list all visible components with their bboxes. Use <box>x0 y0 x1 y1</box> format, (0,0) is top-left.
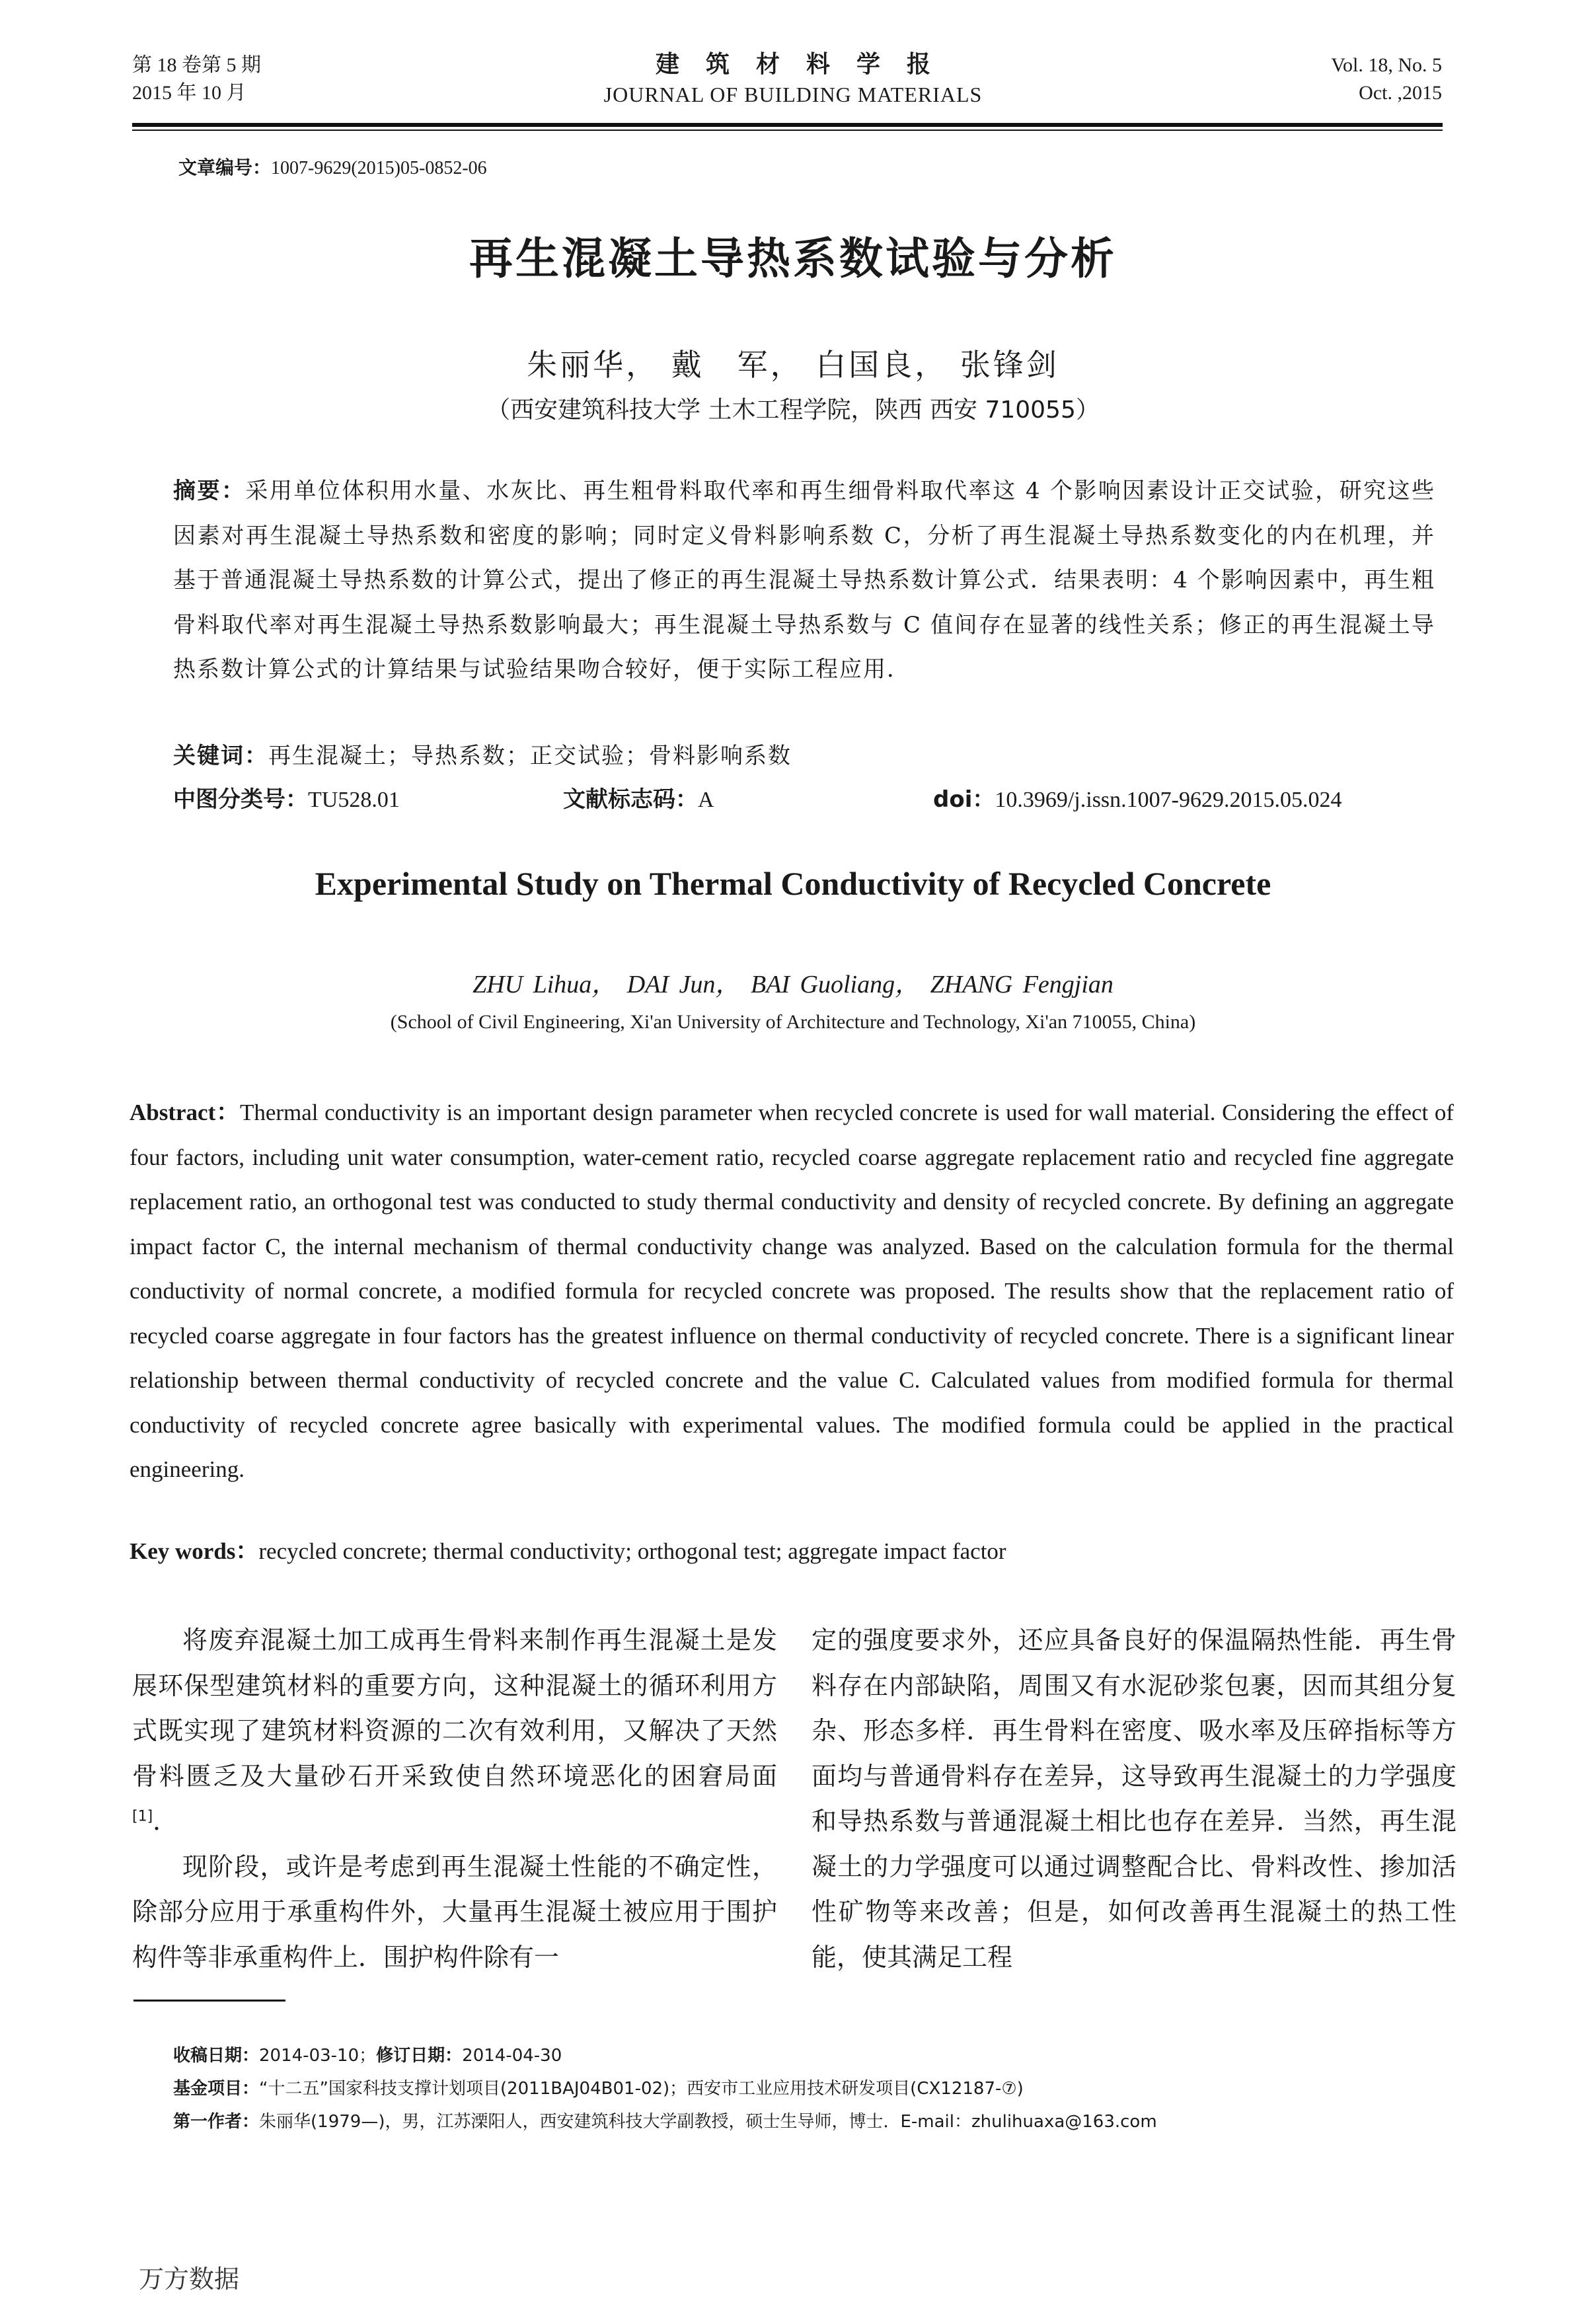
paper-title-cn: 再生混凝土导热系数试验与分析 <box>469 233 1117 284</box>
abstract-en-label: Abstract： <box>130 1100 240 1125</box>
abstract-cn-label: 摘要： <box>173 478 246 504</box>
keywords-en <box>130 1533 1006 1566</box>
abstract-cn-text: 采用单位体积用水量、水灰比、再生粗骨料取代率和再生细骨料取代率这 4 个影响因素设计正交试验，研究这些因素对再生混凝土导热系数和密度的影响；同时定义骨料影响系数 C，分析了再生混凝土导热系数变化的内在机理，并基于普通混凝土导热系数的计算公式，提出了修正的再生混凝土导热系数计算公式．结果表明：4 个影响因素中，再生粗骨料取代率对再生混凝土导热系数影响最大；再生混凝土导热系数与 C 值间存在显著的线性关系；修正的再生混凝土导热系数计算公式的计算结果与试验结果吻合较好，便于实际工程应用． <box>173 478 1436 683</box>
body-paragraph: 定的强度要求外，还应具备良好的保温隔热性能．再生骨料存在内部缺陷，周围又有水泥砂浆包裹，因而其组分复杂、形态多样．再生骨料在密度、吸水率及压碎指标等方面均与普通骨料存在差异，这导致再生混凝土的力学强度和导热系数与普通混凝土相比也存在差异．当然，再生混凝土的力学强度可以通过调整配合比、骨料改性、掺加活性矿物等来改善；但是，如何改善再生混凝土的热工性能，使其满足工程 <box>812 1626 1456 1972</box>
body-column-right <box>812 1618 1456 1980</box>
keywords-en-text: recycled concrete; thermal conductivity; orthogonal test; aggregate impact factor <box>258 1538 1006 1564</box>
body-paragraph <box>132 1618 777 1844</box>
clc-value: TU528.01 <box>308 788 400 812</box>
footnote-fund <box>173 2072 1157 2105</box>
keywords-cn-text: 再生混凝土；导热系数；正交试验；骨料影响系数 <box>268 743 792 769</box>
citation-ref[interactable]: [1] <box>132 1808 153 1825</box>
doi <box>933 781 1341 813</box>
abstract-en-text: Thermal conductivity is an important design parameter when recycled concrete is used for wall material. Considering the effect of four factors, including unit water consumption, water-cement ratio, recycled coarse aggregate replacement ratio and recycled fine aggregate replacement ratio, an orthogonal test was conducted to study thermal conductivity and density of recycled concrete. By defining an aggregate impact factor C, the internal mechanism of thermal conductivity change was analyzed. Based on the calculation formula for the thermal conductivity of normal concrete, a modified formula for recycled concrete was proposed. The results show that the replacement ratio of recycled coarse aggregate in four factors has the greatest influence on thermal conductivity of recycled concrete. There is a significant linear relationship between thermal conductivity of recycled concrete and the value C. Calculated values from modified formula for thermal conductivity of recycled concrete agree basically with experimental values. The modified formula could be applied in the practical engineering. <box>130 1100 1454 1482</box>
abstract-en <box>130 1090 1454 1492</box>
date-en: Oct. ,2015 <box>1359 82 1442 104</box>
wanfang-watermark: 万方数据 <box>139 2265 240 2294</box>
body-text: 将废弃混凝土加工成再生骨料来制作再生混凝土是发展环保型建筑材料的重要方向，这种混凝土的循环利用方式既实现了建筑材料资源的二次有效利用，又解决了天然骨料匮乏及大量砂石开采致使自然环境恶化的困窘局面 <box>132 1626 777 1791</box>
body-paragraph: 现阶段，或许是考虑到再生混凝土性能的不确定性，除部分应用于承重构件外，大量再生混凝土被应用于围护构件等非承重构件上．围护构件除有一 <box>132 1852 777 1972</box>
journal-name-en: JOURNAL OF BUILDING MATERIALS <box>603 83 983 106</box>
footnote-dates: 收稿日期：2014-03-10；修订日期：2014-04-30 <box>173 2046 562 2066</box>
first-author-text: 朱丽华(1979—)，男，江苏溧阳人，西安建筑科技大学副教授，硕士生导师，博士．E-mail：zhulihuaxa@163.com <box>259 2112 1157 2132</box>
journal-name-cn: 建筑材料学报 <box>655 51 957 78</box>
volume-issue-en: Vol. 18, No. 5 <box>1331 54 1442 76</box>
header-rule-thick <box>132 123 1443 127</box>
authors-en: ZHU Lihua， DAI Jun， BAI Guoliang， ZHANG Fengjian <box>472 971 1114 998</box>
document-code <box>563 781 933 813</box>
clc-number <box>173 781 563 813</box>
article-number-label: 文章编号： <box>178 157 272 178</box>
header-rule-thin <box>132 130 1443 131</box>
abstract-cn <box>173 469 1435 693</box>
date-cn: 2015 年 10 月 <box>132 82 246 104</box>
keywords-cn-label: 关键词： <box>173 743 268 769</box>
clc-label: 中图分类号： <box>173 786 308 813</box>
affiliation-cn: （西安建筑科技大学 土木工程学院，陕西 西安 710055） <box>486 396 1100 424</box>
classification-line <box>173 781 1435 813</box>
first-author-label: 第一作者： <box>173 2112 260 2132</box>
revised-label: 修订日期： <box>376 2046 463 2066</box>
keywords-en-label: Key words： <box>130 1538 259 1564</box>
received-label: 收稿日期： <box>173 2046 260 2066</box>
article-number <box>178 153 487 180</box>
revised-date: 2014-04-30 <box>462 2046 562 2066</box>
fund-label: 基金项目： <box>173 2079 260 2099</box>
received-date: 2014-03-10 <box>259 2046 359 2066</box>
body-column-left <box>132 1618 777 1980</box>
doi-value[interactable]: 10.3969/j.issn.1007-9629.2015.05.024 <box>995 788 1342 812</box>
paper-title-en: Experimental Study on Thermal Conductivity of Recycled Concrete <box>315 865 1271 902</box>
body-text: ． <box>153 1807 178 1836</box>
doi-label: doi： <box>933 786 995 813</box>
article-number-value: 1007-9629(2015)05-0852-06 <box>271 158 487 178</box>
document-code-value: A <box>698 788 714 812</box>
affiliation-en: (School of Civil Engineering, Xi'an University of Architecture and Technology, Xi'an 710055, China) <box>390 1011 1196 1033</box>
running-header-right <box>1331 52 1442 107</box>
footnote-rule <box>133 2000 285 2002</box>
keywords-cn <box>173 737 792 770</box>
authors-cn: 朱丽华， 戴 军， 白国良， 张锋剑 <box>527 347 1059 383</box>
volume-issue-cn: 第 18 卷第 5 期 <box>132 54 261 76</box>
footnote-first-author <box>173 2105 1157 2138</box>
fund-text: “十二五”国家科技支撑计划项目(2011BAJ04B01-02)；西安市工业应用技术研发项目(CX12187-⑦) <box>259 2079 1024 2099</box>
footnotes <box>173 2039 1157 2138</box>
document-code-label: 文献标志码： <box>563 786 698 813</box>
